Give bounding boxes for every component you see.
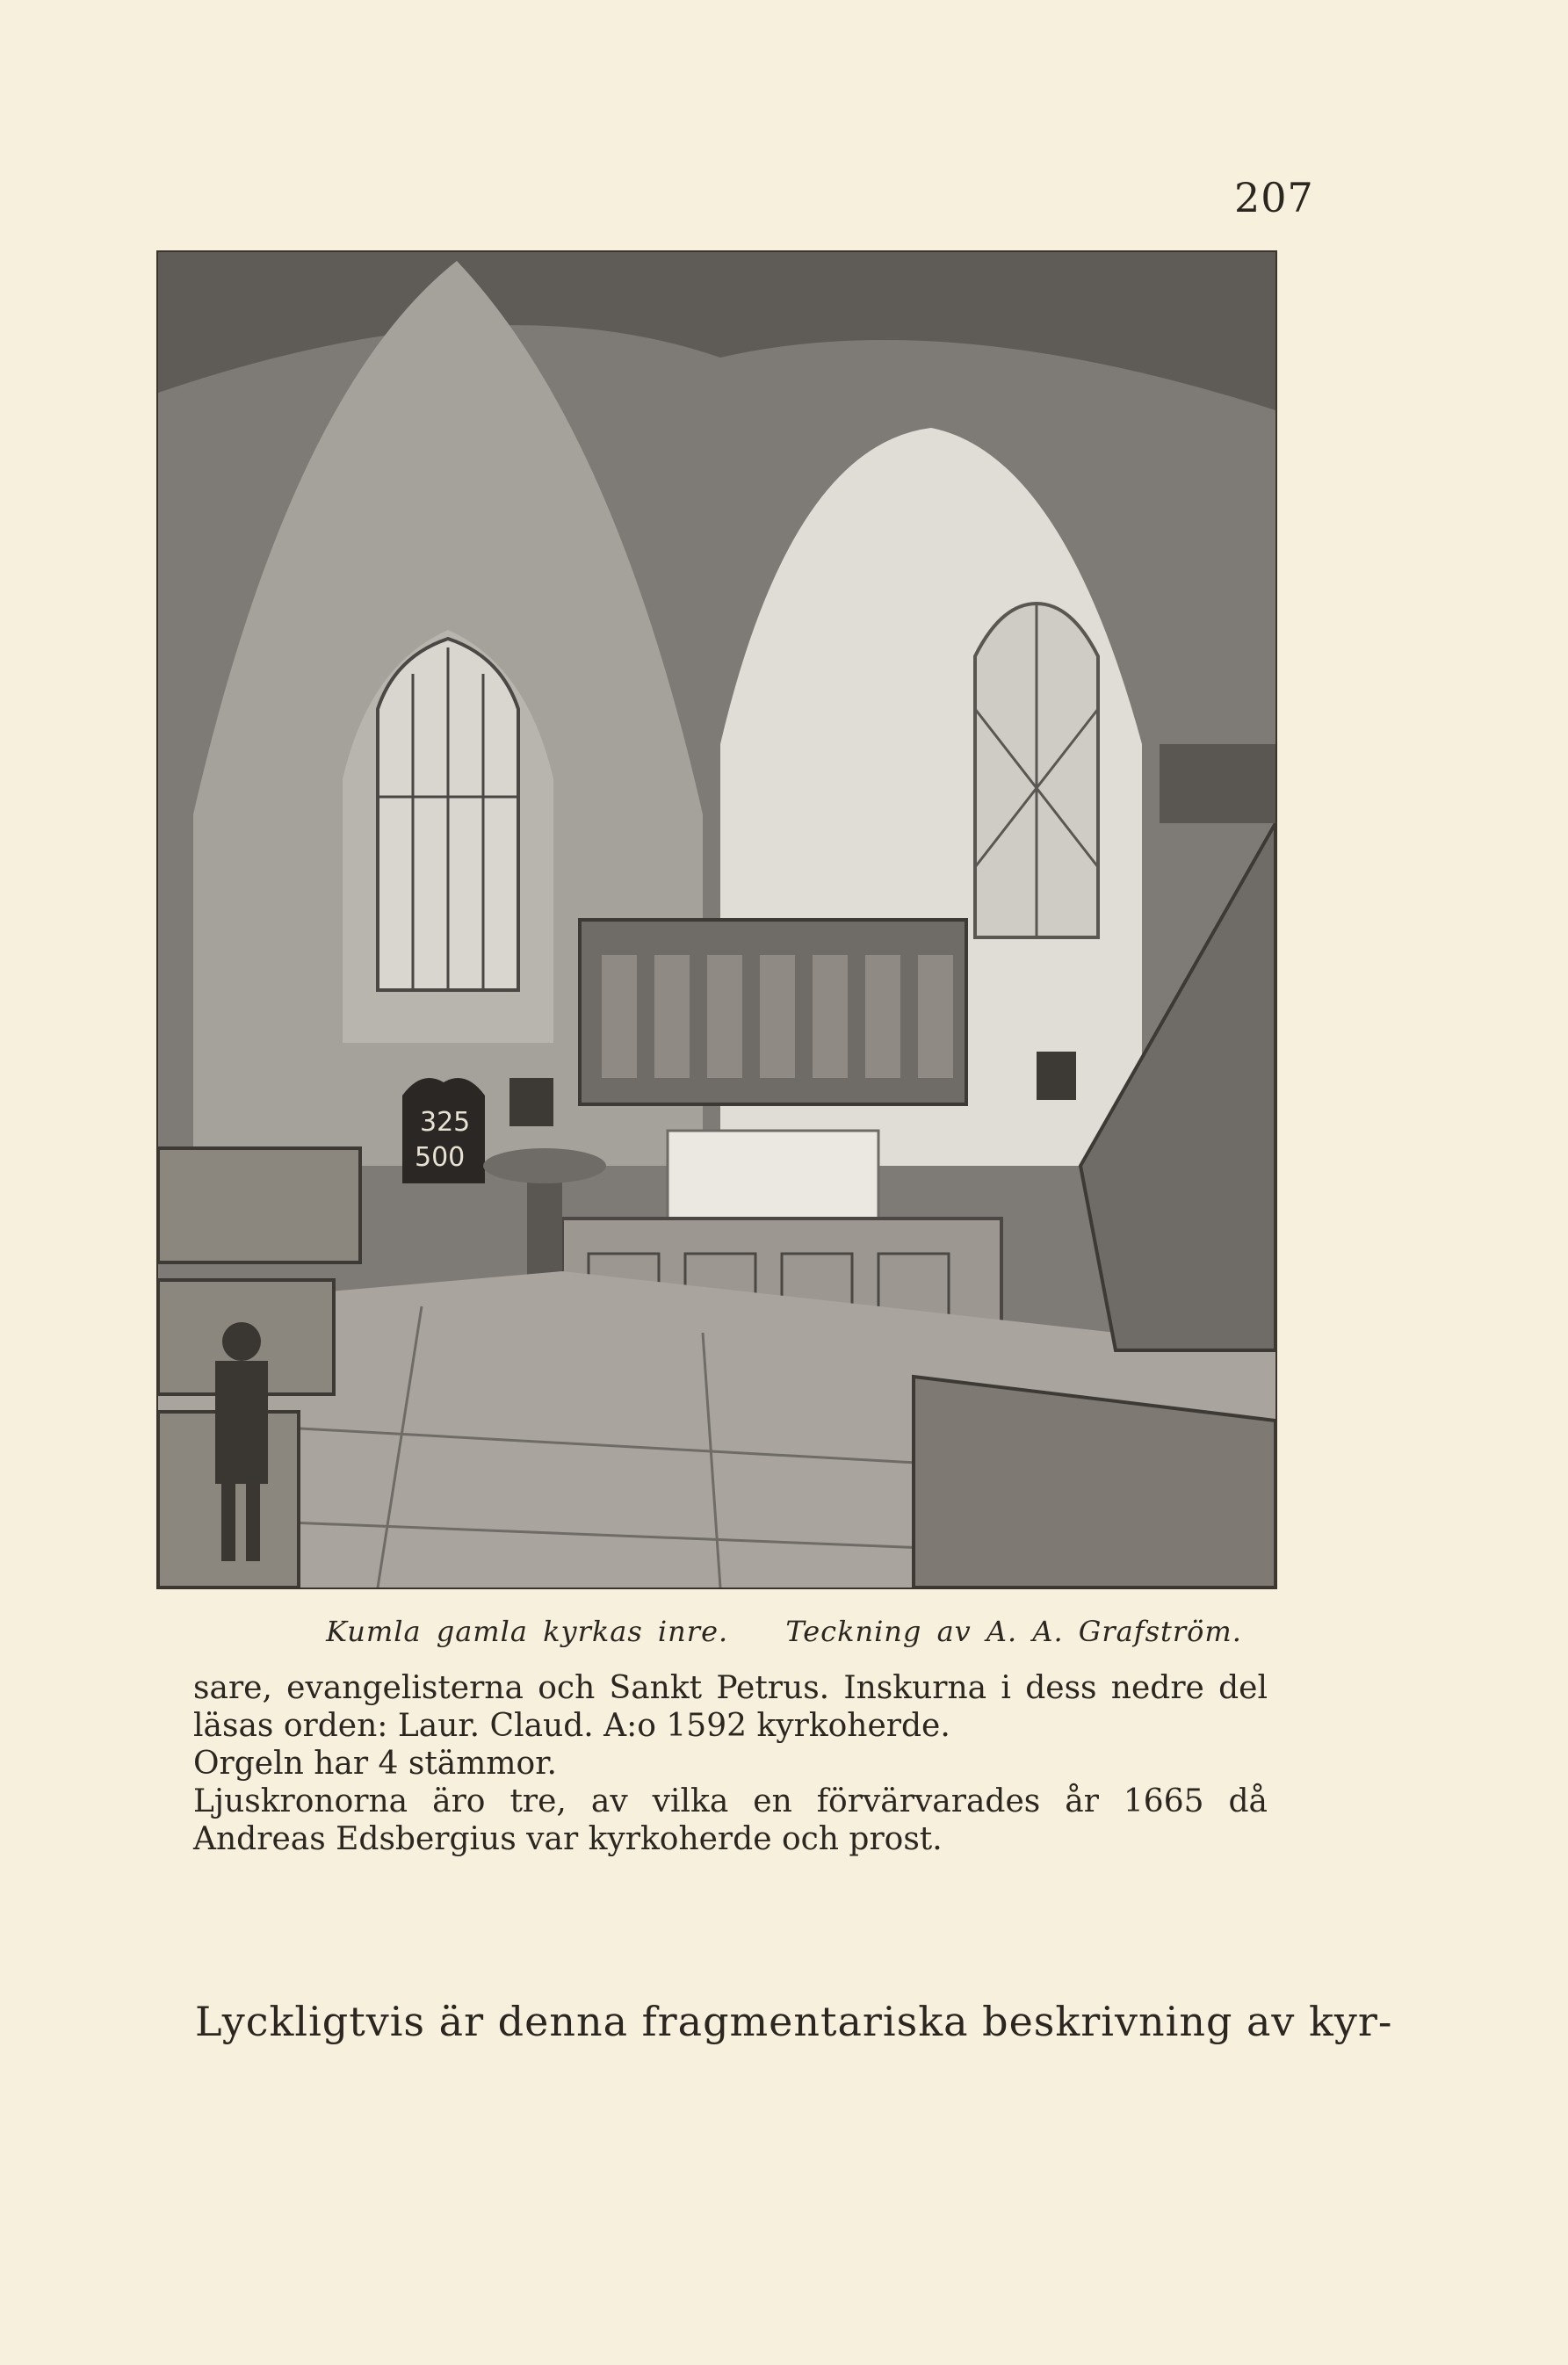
hymn-number-2: 500: [415, 1142, 466, 1173]
hymn-number-1: 325: [420, 1107, 471, 1138]
church-interior-illustration: [156, 250, 1277, 1589]
church-interior-drawing: [158, 252, 1275, 1588]
paragraph-2: Orgeln har 4 stämmor.: [193, 1746, 557, 1782]
pulpit: [1160, 744, 1275, 823]
paragraph-1: sare, evangelisterna och Sankt Petrus. Inskurna i dess nedre del läsas orden: Laur. Claud. A:o 1592 kyrkoherde.: [193, 1670, 1268, 1744]
page-number: 207: [1234, 174, 1314, 221]
font-basin: [483, 1148, 606, 1183]
altarpiece-figures: [602, 955, 953, 1078]
section-lead-line: Lyckligtvis är denna fragmentariska beskrivning av kyr-: [195, 1998, 1393, 2045]
caption-credit: Teckning av A. A. Grafström.: [785, 1615, 1242, 1648]
caption-title: Kumla gamla kyrkas inre.: [326, 1615, 729, 1648]
figure-caption: [0, 1615, 1568, 1648]
wall-plaque-right: [1037, 1052, 1076, 1100]
body-text: [193, 1669, 1268, 1858]
wall-plaque-left: [509, 1078, 553, 1126]
altar: [668, 1131, 878, 1227]
paragraph-3: Ljuskronorna äro tre, av vilka en förvärvarades år 1665 då Andreas Edsbergius var kyrkoherde och prost.: [193, 1783, 1268, 1857]
